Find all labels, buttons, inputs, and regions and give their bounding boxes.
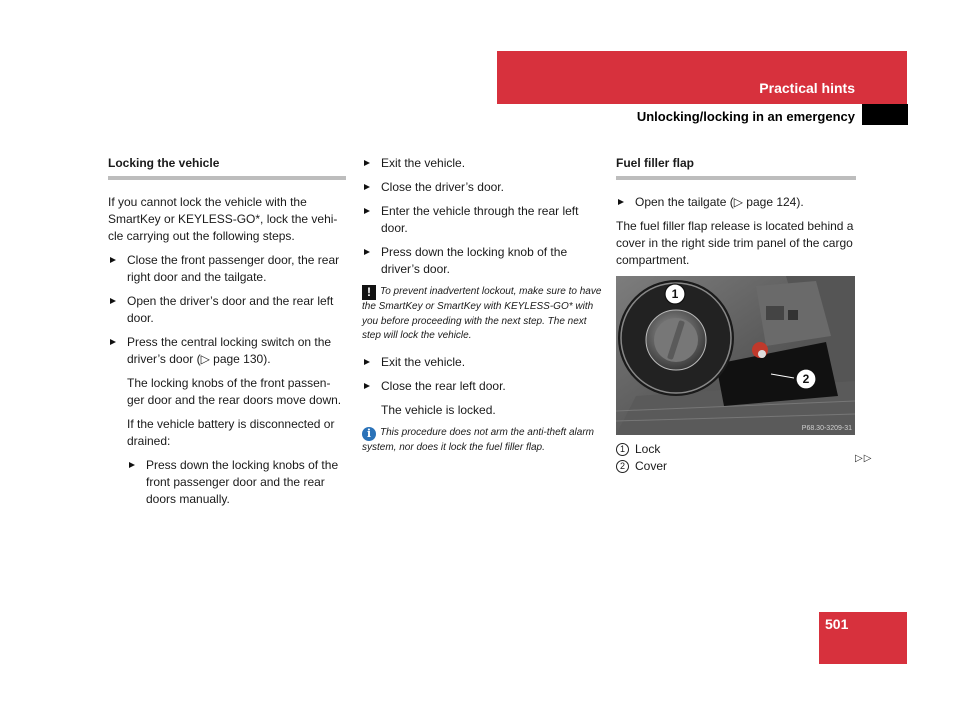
step-press-driver-knob: Press down the locking knob of the driver’s door. [362, 244, 602, 278]
warning-icon: ! [362, 285, 376, 300]
legend-label: Lock [635, 442, 661, 456]
page-number: 501 [825, 616, 849, 632]
column-locking-vehicle [108, 155, 346, 515]
legend-label: Cover [635, 459, 668, 473]
legend-number: 2 [616, 460, 629, 473]
page-subtitle: Unlocking/locking in an emergency [636, 109, 855, 124]
warning-note [362, 285, 602, 344]
column-fuel-filler [616, 155, 856, 475]
fuel-release-text: The fuel filler flap release is located behind a cover in the right side trim panel of the cargo compartment. [616, 219, 854, 267]
photo-callout-2: 2 [802, 372, 810, 386]
legend-item-lock [616, 441, 856, 458]
step-enter-rear-left: Enter the vehicle through the rear left door. [362, 203, 602, 237]
substep-press-knobs: Press down the locking knobs of the front passenger door and the rear doors manually. [127, 457, 346, 508]
step-close-driver-door: Close the driver’s door. [362, 179, 602, 196]
black-tab-marker [862, 104, 908, 125]
result-knobs-down: The locking knobs of the front passen-ger door and the rear doors move down. [127, 376, 342, 407]
legend-item-cover [616, 458, 856, 475]
cargo-photo-illustration [616, 276, 855, 435]
info-icon: i [362, 427, 376, 441]
step-close-doors: Close the front passenger door, the rear right door and the tailgate. [108, 252, 346, 286]
info-note [362, 426, 602, 456]
result-locked: The vehicle is locked. [381, 402, 496, 417]
battery-condition: If the vehicle battery is disconnected or drained: [127, 417, 335, 448]
column-continued-steps [362, 155, 602, 465]
info-text: This procedure does not arm the anti-theft alarm system, nor does it lock the fuel filler flap. [362, 426, 594, 453]
step-press-switch: Press the central locking switch on the driver’s door (▷ page 130). [108, 334, 346, 368]
step-exit-vehicle: Exit the vehicle. [362, 155, 602, 172]
heading-locking-vehicle: Locking the vehicle [108, 155, 346, 180]
legend-number: 1 [616, 443, 629, 456]
step-open-tailgate: Open the tailgate (▷ page 124). [616, 194, 856, 211]
intro-paragraph: If you cannot lock the vehicle with the SmartKey or KEYLESS-GO*, lock the vehi-cle carrying out the following steps. [108, 195, 338, 243]
step-exit-vehicle-2: Exit the vehicle. [362, 354, 602, 371]
step-close-rear-left: Close the rear left door. [362, 378, 602, 395]
cargo-compartment-photo [616, 276, 855, 435]
continued-arrows-icon: ▷▷ [855, 453, 873, 464]
photo-reference-code: P68.30-3209-31 [801, 425, 852, 432]
step-open-doors: Open the driver’s door and the rear left door. [108, 293, 346, 327]
heading-fuel-filler: Fuel filler flap [616, 155, 856, 180]
photo-callout-1: 1 [671, 287, 679, 301]
warning-text: To prevent inadvertent lockout, make sure to have the SmartKey or SmartKey with KEYLESS-GO* with you before proceeding with the next step. The next step will lock the vehicle. [362, 286, 602, 341]
section-title: Practical hints [759, 80, 855, 96]
